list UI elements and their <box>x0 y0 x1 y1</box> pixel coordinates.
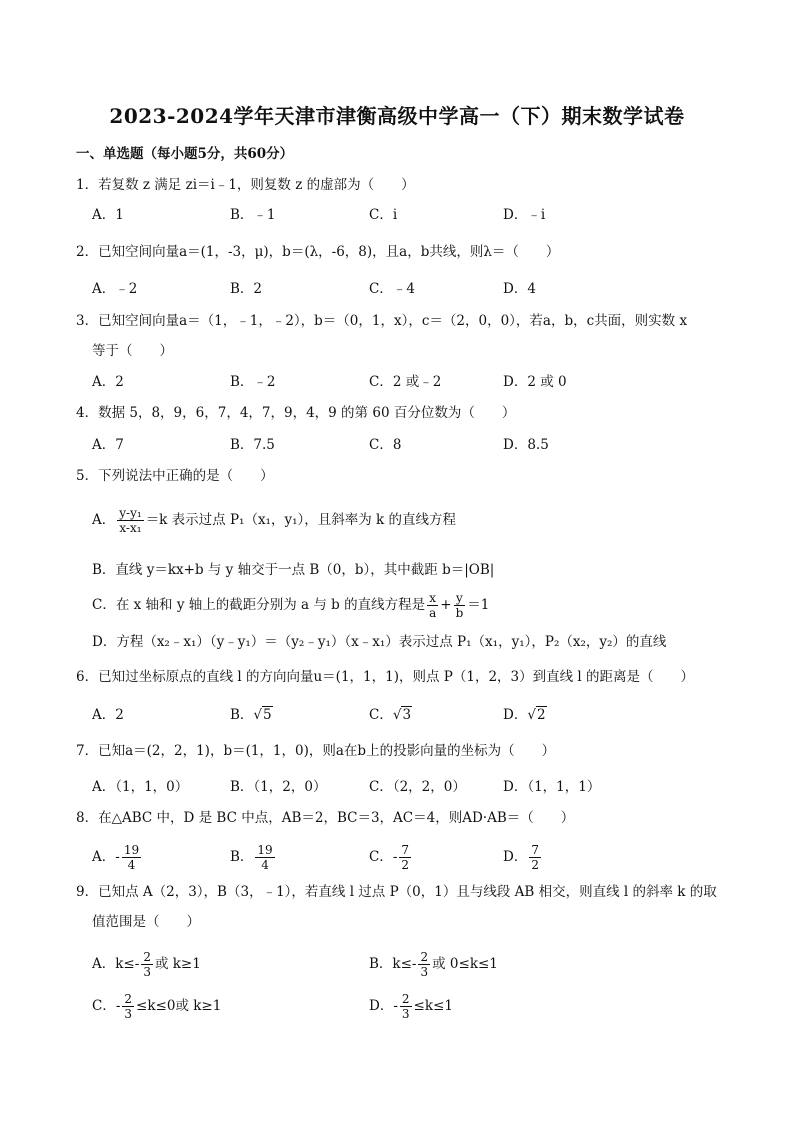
q5-option-b: B．直线 y＝kx+b 与 y 轴交于一点 B（0，b），其中截距 b＝|OB| <box>92 562 495 578</box>
fraction-numerator: x <box>427 591 438 606</box>
q4-option-c: C．8 <box>369 437 402 453</box>
q9-option-a <box>92 950 201 979</box>
q7-option-d: D．（1，1，1） <box>503 779 601 795</box>
q9-option-b-suffix: 或 0≤k≤1 <box>432 956 498 972</box>
q9-option-c-suffix: ≤k≤0或 k≥1 <box>136 998 222 1014</box>
q2-option-a: A．﹣2 <box>92 281 138 297</box>
q3-option-a: A．2 <box>92 374 124 390</box>
fraction-numerator: y <box>454 591 466 606</box>
fraction-denominator: 2 <box>401 858 410 872</box>
q4-option-d: D．8.5 <box>503 437 549 453</box>
fraction-denominator: 3 <box>124 1007 133 1021</box>
question-1-stem: 1．若复数 z 满足 zi＝i﹣1，则复数 z 的虚部为（ ） <box>76 177 415 193</box>
q9-option-a-prefix: A．k≤- <box>92 956 140 972</box>
q9-option-d-fraction <box>400 992 412 1021</box>
q7-option-a: A．（1，1，0） <box>92 779 189 795</box>
q2-option-c: C．﹣4 <box>369 281 415 297</box>
fraction-numerator: y-y₁ <box>119 506 142 520</box>
q8-option-b <box>230 843 277 872</box>
q7-option-b: B．（1，2，0） <box>230 779 327 795</box>
question-3-stem-line2: 等于（ ） <box>92 343 173 359</box>
q5-option-d: D．方程（x₂﹣x₁）（y﹣y₁）＝（y₂﹣y₁）（x﹣x₁）表示过点 P₁（x₁，y₁），P₂（x₂，y₂）的直线 <box>92 634 667 650</box>
fraction-denominator: x-x₁ <box>119 521 142 535</box>
q5-option-a <box>92 506 456 535</box>
fraction-numerator: 7 <box>401 843 410 857</box>
fraction-denominator: 4 <box>261 858 269 872</box>
q9-option-d <box>369 992 453 1021</box>
q1-option-c: C．i <box>369 207 398 223</box>
question-3-stem-line1: 3．已知空间向量a＝（1，﹣1，﹣2），b＝（0，1，x），c＝（2，0，0），若a，b，c共面，则实数 x <box>76 313 688 329</box>
q8-option-a-fraction <box>122 843 141 872</box>
q9-option-c <box>92 992 221 1021</box>
q6-option-d-label: D． <box>503 707 528 723</box>
sqrt-symbol: √2 <box>527 707 546 723</box>
q9-option-d-suffix: ≤k≤1 <box>413 998 453 1014</box>
q8-option-b-label: B． <box>230 849 254 865</box>
q8-option-d-fraction <box>529 843 541 872</box>
q5-option-a-fraction <box>117 506 143 535</box>
fraction-denominator: 3 <box>420 965 429 979</box>
q9-option-b-fraction <box>418 950 430 979</box>
fraction-denominator: b <box>455 606 464 620</box>
fraction-denominator: 2 <box>531 858 539 872</box>
q6-option-a: A．2 <box>92 707 124 723</box>
q5-option-c-fraction-2 <box>454 591 466 620</box>
radicand: 2 <box>536 707 546 723</box>
fraction-denominator: 4 <box>127 858 136 872</box>
q8-option-c-label: C． <box>369 849 393 865</box>
question-9-stem-line1: 9．已知点 A（2，3），B（3，﹣1），若直线 l 过点 P（0，1）且与线段 AB 相交，则直线 l 的斜率 k 的取 <box>76 884 717 900</box>
q8-option-d <box>503 843 543 872</box>
question-6-stem: 6．已知过坐标原点的直线 l 的方向向量u＝(1，1，1)，则点 P（1，2，3）到直线 l 的距离是（ ） <box>76 669 695 685</box>
q5-option-c: C．在 x 轴和 y 轴上的截距分别为 a 与 b 的直线方程是 $\frac{x}{a}$ + $\frac{y}{b}$ ＝1 <box>92 591 490 620</box>
q6-option-b-label: B． <box>230 707 254 723</box>
q3-option-d: D．2 或 0 <box>503 374 567 390</box>
q5-option-c-fraction-1 <box>427 591 438 620</box>
q8-option-a <box>92 843 143 872</box>
q6-option-c-label: C． <box>369 707 393 723</box>
question-5-stem: 5．下列说法中正确的是（ ） <box>76 468 274 484</box>
fraction-numerator: 7 <box>531 843 539 857</box>
q1-option-d: D．﹣i <box>503 207 546 223</box>
q9-option-b-prefix: B．k≤- <box>369 956 417 972</box>
q9-option-a-suffix: 或 k≥1 <box>154 956 201 972</box>
q5-option-a-text: ＝k 表示过点 P₁（x₁，y₁），且斜率为 k 的直线方程 <box>145 512 457 528</box>
fraction-numerator: 2 <box>401 992 410 1006</box>
q6-option-d <box>503 706 547 724</box>
q8-option-c <box>369 843 413 872</box>
question-7-stem: 7．已知a＝(2，2，1)，b＝(1，1，0)，则a在b上的投影向量的坐标为（ ） <box>76 743 556 759</box>
q4-option-a: A．7 <box>92 437 124 453</box>
q3-option-b: B．﹣2 <box>230 374 276 390</box>
fraction-numerator: 2 <box>143 950 151 964</box>
fraction-denominator: 3 <box>143 965 151 979</box>
fraction-denominator: a <box>429 606 437 620</box>
q8-option-c-fraction <box>399 843 411 872</box>
q6-option-b <box>230 706 273 724</box>
fraction-numerator: 19 <box>257 843 273 857</box>
sqrt-symbol: √5 <box>253 707 272 723</box>
fraction-numerator: 19 <box>123 843 140 857</box>
q9-option-a-fraction <box>141 950 153 979</box>
q9-option-c-fraction <box>122 992 134 1021</box>
q8-option-b-fraction <box>255 843 274 872</box>
question-2-stem: 2．已知空间向量a＝(1，-3，μ)，b＝(λ，-6，8)，且a，b共线，则λ＝（ ） <box>76 244 560 260</box>
question-8-stem: 8．在△ABC 中，D 是 BC 中点，AB＝2，BC＝3，AC＝4，则AD·AB＝（ ） <box>76 810 575 826</box>
q9-option-d-prefix: D．- <box>369 998 398 1014</box>
q5-option-c-end: ＝1 <box>467 597 490 613</box>
q5-option-c-text: C．在 x 轴和 y 轴上的截距分别为 a 与 b 的直线方程是 <box>92 597 426 613</box>
q2-option-d: D．4 <box>503 281 536 297</box>
q7-option-c: C．（2，2，0） <box>369 779 466 795</box>
sqrt-symbol: √3 <box>392 707 412 723</box>
question-4-stem: 4．数据 5，8，9，6，7，4，7，9，4，9 的第 60 百分位数为（ ） <box>76 405 516 421</box>
q6-option-c <box>369 706 412 724</box>
fraction-denominator: 3 <box>401 1007 410 1021</box>
q8-option-a-label: A． <box>92 849 116 865</box>
q3-option-c: C．2 或﹣2 <box>369 374 442 390</box>
q9-option-b <box>369 950 498 979</box>
q1-option-b: B．﹣1 <box>230 207 276 223</box>
q1-option-a: A．1 <box>92 207 124 223</box>
fraction-numerator: 2 <box>124 992 133 1006</box>
radicand: 3 <box>402 707 412 723</box>
q8-option-d-label: D． <box>503 849 528 865</box>
q4-option-b: B．7.5 <box>230 437 275 453</box>
radicand: 5 <box>263 707 272 723</box>
section-heading: 一、单选题（每小题5分，共60分） <box>76 146 294 162</box>
fraction-numerator: 2 <box>420 950 429 964</box>
minus-sign: - <box>392 849 398 865</box>
minus-sign: - <box>115 849 120 865</box>
q2-option-b: B．2 <box>230 281 263 297</box>
page-title: 2023-2024学年天津市津衡高级中学高一（下）期末数学试卷 <box>109 104 685 128</box>
question-9-stem-line2: 值范围是（ ） <box>92 914 200 930</box>
q5-option-a-label: A． <box>92 512 116 528</box>
q9-option-c-prefix: C．- <box>92 998 121 1014</box>
